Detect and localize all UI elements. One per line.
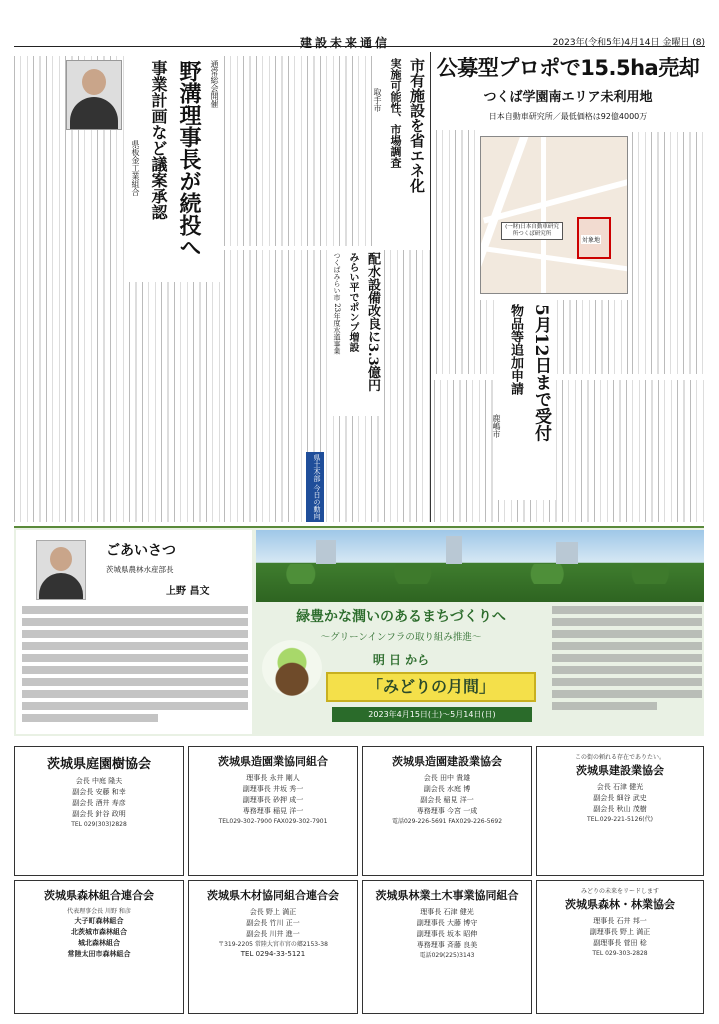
kashima-city: 鹿嶋市	[492, 414, 501, 438]
water-article-text	[224, 250, 430, 522]
map-label-institute: (一財)日本自動車研究所つくば研究所	[501, 222, 563, 240]
kashima-headline: 5月12日まで受付	[531, 304, 551, 442]
ad-2	[188, 746, 358, 876]
ad-7-tel: 電話029(225)3143	[419, 952, 475, 959]
issue-date: 2023年(令和5年)4月14日 金曜日 (8)	[552, 38, 705, 48]
city-name: 取手市	[373, 88, 382, 112]
director-photo	[36, 540, 86, 600]
ad-1	[14, 746, 184, 876]
ad-7-line: 副理事長 大藤 博守	[416, 919, 478, 927]
campaign-subtitle: 〜グリーンインフラの取り組み推進〜	[320, 632, 482, 643]
ad-7-line: 副理事長 坂本 昭伸	[416, 930, 478, 938]
greeting-block	[16, 530, 252, 734]
ad-6-line: 〒319-2205 常陸大宮市宮の郷2153-38	[218, 941, 328, 948]
ad-4-name: 茨城県建設業協会	[576, 764, 664, 777]
greeting-title: ごあいさつ	[106, 543, 176, 559]
city-headline: 市有施設を省エネ化	[408, 58, 426, 193]
ad-3-name: 茨城県造園建設業協会	[392, 755, 502, 768]
ad-5-line: 常陸太田市森林組合	[67, 950, 131, 958]
ad-8-line: 副理事長 野上 満正	[589, 928, 651, 936]
ad-2-line: 理事長 永井 剛人	[246, 774, 300, 782]
promo-text-col	[436, 130, 476, 374]
ad-3-line: 副会長 稲見 洋一	[420, 796, 474, 804]
ad-1-line: 副会長 針谷 政明	[72, 810, 126, 818]
ad-3-tel: 電話029-226-5691 FAX029-226-5692	[391, 818, 503, 825]
campaign-body	[552, 606, 702, 732]
ad-5-line: 大子町森林組合	[74, 917, 124, 925]
water-article-head	[332, 250, 384, 416]
city-article-head	[374, 56, 430, 256]
water-city: つくばみらい市 23年度水道事業	[333, 252, 341, 355]
ad-8-name: 茨城県森林・林業協会	[565, 898, 675, 911]
ad-8-line: 副理事長 菅田 稔	[593, 939, 647, 947]
ad-8-line: 理事長 石井 邦一	[593, 917, 647, 925]
ad-6	[188, 880, 358, 1014]
union-prefix: 通常総会開催	[210, 60, 219, 108]
park-banner	[256, 530, 704, 602]
water-sub: みらい平でポンプ増設	[347, 252, 358, 352]
kashima-sub: 物品等追加申請	[508, 304, 523, 395]
ad-1-line: 副会長 安藤 和幸	[72, 788, 126, 796]
sprout-image	[262, 640, 322, 696]
chairman-photo	[66, 60, 122, 130]
director-name: 上野 昌文	[166, 586, 210, 597]
union-sub: 事業計画など議案承認	[149, 60, 168, 220]
ad-3-line: 専務理事 今宮 一成	[416, 807, 478, 815]
ad-2-line: 副理事長 井坂 秀一	[242, 785, 304, 793]
ad-3	[362, 746, 532, 876]
ad-8	[536, 880, 704, 1014]
promo-subheadline: つくば学園南エリア未利用地	[483, 90, 653, 105]
promo-text-right	[632, 132, 704, 374]
ad-6-line: 副会長 川井 進一	[246, 930, 300, 938]
greeting-body	[22, 606, 248, 732]
ad-4-line: 副会長 秋山 茂樹	[593, 805, 647, 813]
lower-right-text	[434, 380, 704, 522]
ad-3-line: 会長 田中 貴雄	[423, 774, 471, 782]
ad-4-line: 会長 石津 健光	[596, 783, 644, 791]
union-org: 県板金工業組合	[131, 140, 140, 196]
ad-1-line: 副会長 酒井 寿彦	[72, 799, 126, 807]
ad-2-line: 副理事長 砂押 成一	[242, 796, 304, 804]
ad-2-name: 茨城県造園業協同組合	[218, 755, 328, 768]
ad-6-name: 茨城県木材協同組合連合会	[207, 889, 339, 902]
union-headline: 野溝理事長が続投へ	[176, 60, 202, 258]
campaign-period: 2023年4月15日(土)〜5月14日(日)	[332, 707, 532, 722]
ad-6-tel: TEL 0294-33-5121	[240, 950, 306, 958]
ad-1-tel: TEL 029(303)2828	[71, 821, 127, 828]
campaign-block	[256, 604, 546, 734]
ad-2-tel: TEL029-302-7900 FAX029-302-7901	[218, 818, 328, 825]
ads-grid	[14, 746, 704, 1014]
ad-8-tel: TEL 029-303-2828	[592, 950, 648, 957]
ad-4	[536, 746, 704, 876]
newspaper-title: 建設未来通信	[300, 36, 391, 50]
water-headline: 配水設備改良に3.3億円	[365, 252, 380, 392]
ad-1-name: 茨城県庭園樹協会	[46, 757, 151, 772]
kashima-article-head	[492, 300, 556, 500]
ad-6-line: 会長 野上 満正	[249, 908, 297, 916]
section-tag: 県土木部 今日の動向	[306, 452, 324, 522]
ad-5-line: 城北森林組合	[78, 939, 120, 947]
campaign-title: 緑豊かな潤いのあるまちづくりへ	[296, 609, 506, 625]
ad-2-line: 専務理事 稲見 洋一	[242, 807, 304, 815]
union-article-head	[124, 56, 224, 282]
ad-7-name: 茨城県林業土木事業協同組合	[375, 889, 519, 902]
ad-6-line: 副会長 竹川 正一	[246, 919, 300, 927]
city-sub: 実施可能性、市場調査	[389, 58, 402, 168]
ad-7	[362, 880, 532, 1014]
site-map	[480, 136, 628, 294]
promo-note: 日本自動車研究所／最低価格は92億4000万	[488, 112, 648, 121]
ad-7-line: 理事長 石津 健光	[420, 908, 474, 916]
ad-1-line: 会長 中庭 隆夫	[75, 777, 123, 785]
ad-3-line: 副会長 水庭 博	[423, 785, 471, 793]
ad-5-name: 茨城県森林組合連合会	[44, 889, 154, 902]
ad-4-line: 副会長 細谷 武史	[593, 794, 647, 802]
map-label-site: 対象地	[582, 237, 601, 244]
ad-5-line: 北茨城市森林組合	[71, 928, 127, 936]
director-role: 茨城県農林水産部長	[106, 565, 174, 574]
campaign-month: 「みどりの月間」	[326, 672, 536, 702]
ad-5	[14, 880, 184, 1014]
campaign-start: 明 日 から	[372, 653, 430, 667]
ad-4-slogan: この街の頼れる存在でありたい。	[574, 754, 665, 761]
header-rule	[14, 46, 705, 47]
promo-headline: 公募型プロポで15.5ha売却	[436, 56, 700, 80]
ad-8-slogan: みどりの未来をリードします	[580, 888, 659, 895]
ad-7-line: 専務理事 斉藤 良美	[416, 941, 478, 949]
ad-5-line: 代表理事会長 川野 和彦	[67, 908, 131, 915]
ad-4-tel: TEL.029-221-5126(代)	[587, 816, 653, 823]
